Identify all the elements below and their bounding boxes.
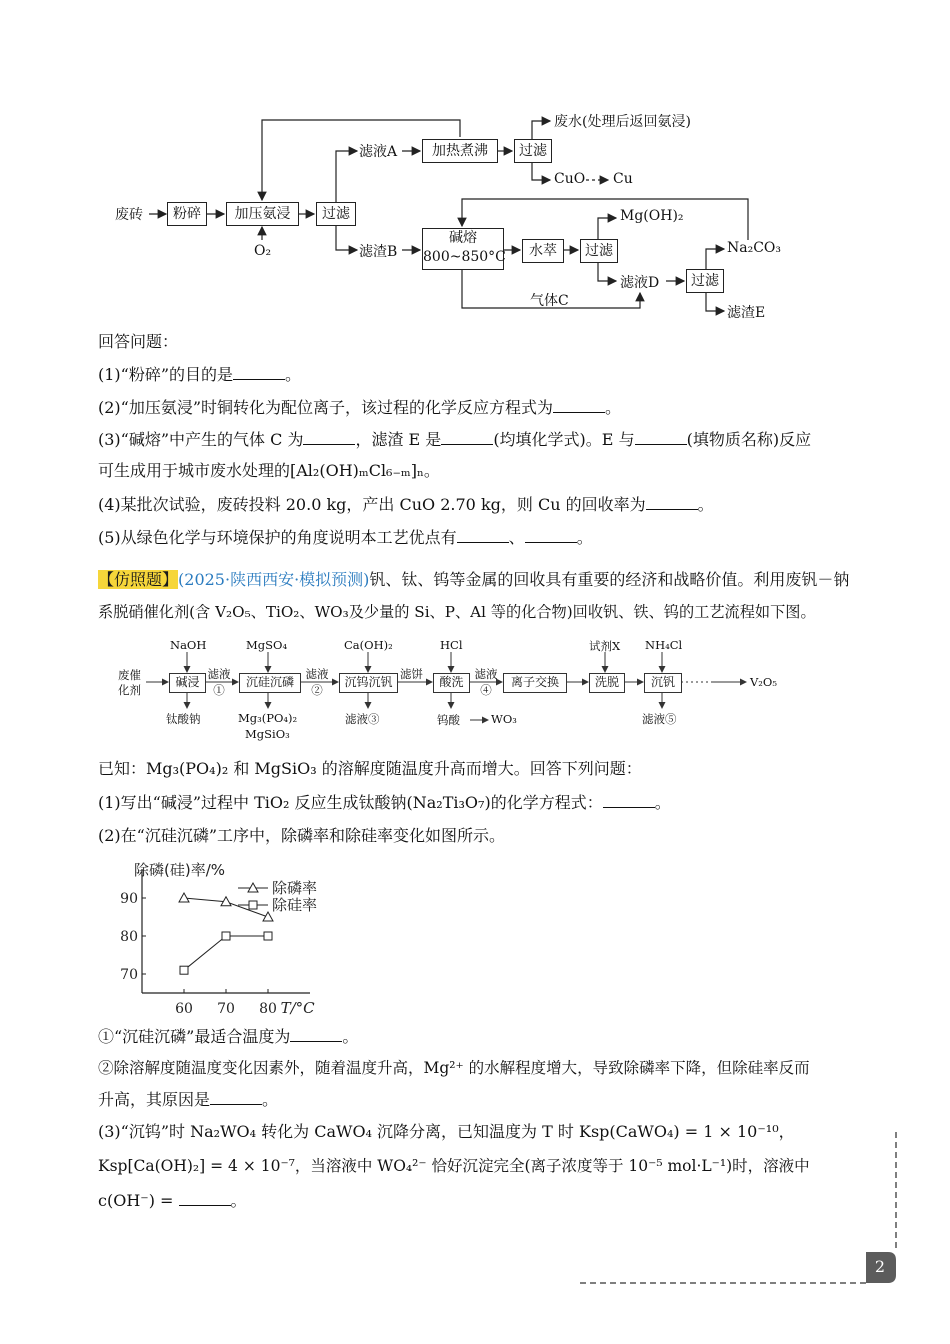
q3-part1-end: 。	[654, 793, 671, 812]
residue-e-label: 滤渣E	[727, 305, 766, 321]
q3-part3-end: 。	[230, 1191, 247, 1210]
alkali-fusion-label: 碱熔	[449, 230, 477, 246]
answer-blank[interactable]	[290, 1027, 342, 1042]
q3-sub2-end: 。	[262, 1090, 279, 1109]
alkali-leach-box: 碱浸	[169, 673, 206, 693]
mg-products-label-2: MgSiO₃	[245, 727, 290, 741]
question-source: (2025·陕西西安·模拟预测)	[178, 570, 370, 589]
q3-sub1-text: ①“沉硅沉磷”最适合温度为	[98, 1027, 291, 1046]
y-axis-label: 除磷(硅)率/%	[134, 861, 226, 879]
legend-label-1: 除磷率	[272, 879, 318, 897]
data-point-triangle	[179, 893, 189, 902]
water-leach-box: 水萃	[522, 239, 564, 263]
x-tick-label: 70	[217, 1001, 235, 1015]
q3-part3-text: c(OH⁻) =	[98, 1191, 174, 1210]
filter-box-4: 过滤	[686, 269, 724, 293]
q3-part2-sub2-cont	[98, 1089, 278, 1111]
hcl-label: HCl	[440, 638, 463, 652]
naoh-label: NaOH	[170, 638, 207, 652]
v-precip-box: 沉钒	[644, 673, 682, 693]
page-number: 2	[874, 1257, 886, 1276]
reagent-x-label: 试剂X	[589, 639, 621, 653]
wastewater-label: 废水(处理后返回氨浸)	[554, 114, 691, 130]
filter-box-3: 过滤	[580, 239, 618, 263]
q3-part1	[98, 792, 671, 814]
data-point-square	[264, 932, 272, 940]
q1-part5-end: 。	[576, 528, 593, 547]
y-tick-label: 70	[120, 967, 138, 983]
q1-part3-text-c: (均填化学式)。E 与	[493, 430, 635, 449]
catalyst-label: 废催化剂	[118, 668, 141, 697]
q1-part2-text: (2)“加压氨浸”时铜转化为配位离子，该过程的化学反应方程式为	[98, 398, 554, 417]
elution-box: 洗脱	[589, 673, 625, 693]
x-axis-label: T/°C	[280, 999, 315, 1015]
gas-c-label: 气体C	[530, 293, 569, 309]
series-line-2	[184, 936, 268, 970]
q1-part1-text: (1)“粉碎”的目的是	[98, 365, 234, 384]
pressure-leach-box: 加压氨浸	[226, 202, 299, 226]
filtrate-a-label: 滤液A	[359, 144, 398, 160]
fusion-temp-label: 800~850°C	[423, 249, 506, 265]
heat-boil-box: 加热煮沸	[422, 139, 498, 163]
filtrate1-label: 滤液①	[207, 667, 231, 697]
filtrate3-label: 滤液③	[345, 712, 380, 726]
q1-part4-end: 。	[697, 495, 714, 514]
filtrate2-label: 滤液②	[305, 667, 329, 697]
mgoh2-label: Mg(OH)₂	[620, 208, 684, 224]
v2o5-label: V₂O₅	[750, 675, 777, 689]
q3-part3-line1: (3)“沉钨”时 Na₂WO₄ 转化为 CaWO₄ 沉降分离，已知温度为 T 时 Ksp(CaWO₄) = 1 × 10⁻¹⁰，	[98, 1122, 795, 1141]
similar-question-tag: 【仿照题】	[98, 570, 179, 589]
data-point-square	[222, 932, 230, 940]
x-tick-label: 80	[259, 1001, 277, 1015]
crush-box: 粉碎	[167, 202, 207, 226]
q1-part3-text-a: (3)“碱熔”中产生的气体 C 为	[98, 430, 304, 449]
q3-part1-text: (1)写出“碱浸”过程中 TiO₂ 反应生成钛酸钠(Na₂Ti₃O₇)的化学方程式：	[98, 793, 603, 812]
nh4cl-label: NH₄Cl	[645, 638, 683, 652]
q1-part4-text: (4)某批次试验，废砖投料 20.0 kg，产出 CuO 2.70 kg，则 Cu 的回收率为	[98, 495, 646, 514]
data-point-square	[180, 966, 188, 974]
residue-b-label: 滤渣B	[359, 244, 398, 260]
mgso4-label: MgSO₄	[246, 638, 288, 652]
waste-brick-label: 废砖	[115, 207, 143, 223]
y-tick-label: 90	[120, 891, 138, 907]
q1-part2-end: 。	[605, 398, 622, 417]
na2co3-label: Na₂CO₃	[727, 240, 782, 256]
answer-blank[interactable]	[179, 1191, 231, 1206]
o2-label: O₂	[254, 243, 272, 259]
x-tick-label: 60	[175, 1001, 193, 1015]
q1-part3-cont: 可生成用于城市废水处理的[Al₂(OH)ₘCl₆₋ₘ]ₙ。	[98, 461, 440, 480]
answer-blank[interactable]	[210, 1090, 262, 1105]
filter-cake-label: 滤饼	[400, 667, 423, 681]
sodium-titanate-label: 钛酸钠	[166, 712, 201, 726]
q1-part1-end: 。	[285, 365, 302, 384]
legend-marker-square	[249, 901, 257, 909]
q3-sub1-end: 。	[342, 1027, 359, 1046]
y-tick-label: 80	[120, 929, 138, 945]
filtrate5-label: 滤液⑤	[642, 712, 677, 726]
wo3-label: WO₃	[491, 712, 517, 726]
q3-part3-line2: Ksp[Ca(OH)₂] = 4 × 10⁻⁷，当溶液中 WO₄²⁻ 恰好沉淀完全(离子浓度等于 10⁻⁵ mol·L⁻¹)时，溶液中	[98, 1157, 810, 1175]
filter-box-1: 过滤	[316, 202, 356, 226]
q1-part5-text: (5)从绿色化学与环境保护的角度说明本工艺优点有	[98, 528, 457, 547]
q1-part3-text-b: ，滤渣 E 是	[355, 430, 442, 449]
q2-intro-text1: 钒、钛、钨等金属的回收具有重要的经济和战略价值。利用废钒－钠	[369, 570, 850, 589]
cu-label: Cu	[613, 171, 633, 187]
tungstic-acid-label: 钨酸	[437, 713, 460, 727]
mg-products-label-1: Mg₃(PO₄)₂	[238, 711, 298, 725]
q3-part3-line3	[98, 1190, 247, 1212]
q3-sub2-text: 升高，其原因是	[98, 1090, 211, 1109]
caoh2-label: Ca(OH)₂	[344, 638, 393, 652]
q3-part2: (2)在“沉硅沉磷”工序中，除磷率和除硅率变化如图所示。	[98, 826, 506, 845]
cuo-label: CuO	[554, 171, 586, 187]
filtrate-d-label: 滤液D	[620, 275, 660, 291]
answer-blank[interactable]	[603, 793, 655, 808]
page-corner-decoration	[570, 1130, 910, 1290]
removal-rate-chart	[110, 855, 350, 1015]
answer-intro: 回答问题：	[98, 332, 179, 351]
q3-part2-sub2: ②除溶解度随温度变化因素外，随着温度升高，Mg²⁺ 的水解程度增大，导致除磷率下降，但除硅率反而	[98, 1059, 810, 1077]
ion-exchange-box: 离子交换	[503, 673, 567, 693]
acid-wash-box: 酸洗	[433, 673, 470, 693]
q1-part3-text-d: (填物质名称)反应	[686, 430, 812, 449]
known-info: 已知：Mg₃(PO₄)₂ 和 MgSiO₃ 的溶解度随温度升高而增大。回答下列问题：	[98, 759, 642, 778]
q1-part5-sep: 、	[508, 528, 525, 547]
w-v-precip-box: 沉钨沉钒	[339, 673, 398, 693]
filter-box-2: 过滤	[514, 139, 552, 163]
q2-intro-line2: 系脱硝催化剂(含 V₂O₅、TiO₂、WO₃及少量的 Si、P、Al 等的化合物)回收钒、铁、钨的工艺流程如下图。	[98, 603, 816, 621]
legend-label-2: 除硅率	[272, 896, 318, 914]
filtrate4-label: 滤液④	[474, 667, 498, 697]
si-p-precip-box: 沉硅沉磷	[239, 673, 301, 693]
q3-part2-sub1	[98, 1026, 358, 1048]
